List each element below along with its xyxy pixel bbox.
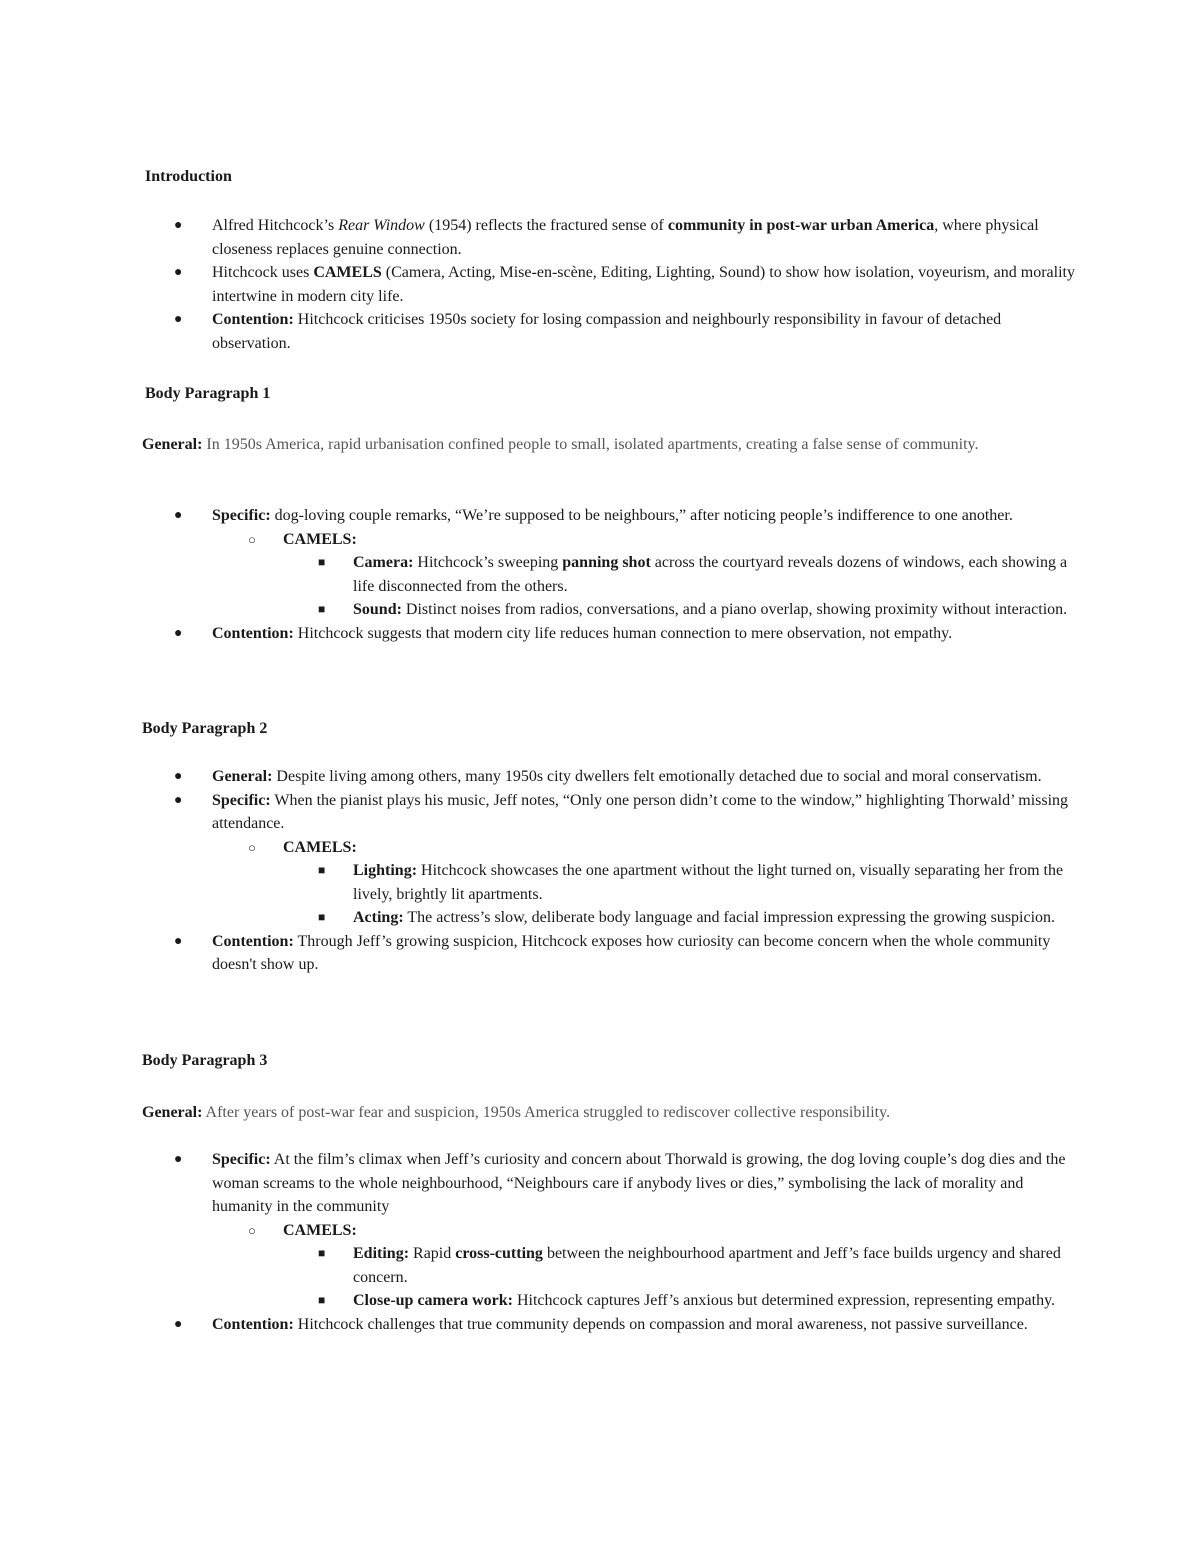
camels-subitem	[212, 1242, 1080, 1289]
text: Distinct noises from radios, conversations, and a piano overlap, showing proximity without interaction.	[401, 601, 1068, 618]
camels-subitem	[212, 906, 1080, 930]
text: Hitchcock challenges that true community depends on compassion and moral awareness, not passive surveillance.	[293, 1315, 1028, 1333]
bullet-icon: ●	[174, 1316, 183, 1332]
label: Editing:	[353, 1245, 410, 1262]
square-bullet-icon: ■	[318, 602, 326, 616]
label: Contention:	[212, 311, 294, 328]
text: (1954) reflects the fractured sense of	[424, 217, 668, 234]
film-title: Rear Window	[338, 217, 425, 234]
camels-label: CAMELS:	[283, 530, 357, 548]
text: In 1950s America, rapid urbanisation confined people to small, isolated apartments, creating a false sense of community.	[202, 436, 979, 453]
emphasis: community in post-war urban America	[667, 217, 935, 234]
label: Camera:	[353, 554, 414, 571]
text: between the neighbourhood apartment and Jeff’s face builds urgency and shared concern.	[353, 1245, 1061, 1286]
text: dog-loving couple remarks, “We’re supposed to be neighbours,” after noticing people’s indifference to one another.	[270, 507, 1013, 524]
bullet-icon: ●	[174, 265, 183, 280]
list-item	[0, 504, 1080, 622]
hollow-bullet-icon: ○	[248, 1222, 256, 1238]
list-item	[0, 308, 1080, 355]
label: Sound:	[353, 601, 402, 618]
bullet-icon: ●	[174, 1152, 183, 1167]
body2-general	[212, 768, 1042, 785]
label: General:	[212, 768, 273, 785]
label: Specific:	[212, 1151, 271, 1168]
text: Hitchcock’s sweeping	[413, 554, 563, 571]
text: Hitchcock showcases the one apartment without the light turned on, visually separating her from the lively, brightly lit apartments.	[353, 862, 1064, 903]
square-bullet-icon: ■	[318, 863, 326, 877]
list-item	[0, 622, 1080, 646]
square-bullet-icon: ■	[318, 1293, 326, 1307]
label: Acting:	[353, 909, 404, 926]
square-bullet-icon: ■	[318, 910, 326, 924]
text: Alfred Hitchcock’s	[212, 217, 339, 234]
square-bullet-icon: ■	[318, 555, 326, 569]
list-item	[0, 1313, 1080, 1337]
bullet-icon: ●	[174, 625, 183, 641]
label: Contention:	[212, 624, 294, 642]
text: Hitchcock uses	[212, 264, 314, 281]
label: General:	[142, 436, 203, 453]
bullet-icon: ●	[174, 769, 183, 784]
text: , where physical closeness replaces genuine connection.	[212, 217, 1039, 258]
camels-subitem	[212, 551, 1080, 598]
intro-contention	[212, 311, 1001, 352]
list-item	[0, 261, 1080, 308]
text: The actress’s slow, deliberate body language and facial impression expressing the growing suspicion.	[403, 909, 1056, 926]
emphasis: panning shot	[562, 554, 651, 571]
bullet-icon: ●	[174, 312, 183, 327]
camels-item	[212, 528, 1080, 622]
hollow-bullet-icon: ○	[248, 531, 256, 547]
text: (Camera, Acting, Mise-en-scène, Editing, Lighting, Sound) to show how isolation, voyeurism, and morality intertwine in modern city life.	[212, 264, 1075, 305]
camels-subitem	[212, 598, 1080, 622]
text: Rapid	[409, 1245, 456, 1262]
list-item	[0, 765, 1080, 789]
body3-general	[142, 1101, 1042, 1125]
hollow-bullet-icon: ○	[248, 839, 256, 855]
text: At the film’s climax when Jeff’s curiosity and concern about Thorwald is growing, the dog loving couple’s dog dies and the woman screams to the whole neighbourhood, “Neighbours care if anybody lives or dies,” symbolising the lack of morality and humanity in the community	[212, 1151, 1066, 1215]
label: Contention:	[212, 1315, 294, 1333]
body2-heading: Body Paragraph 2	[142, 720, 268, 737]
emphasis: cross-cutting	[455, 1245, 543, 1262]
label: Close-up camera work:	[353, 1292, 513, 1309]
body2-list	[0, 765, 1080, 977]
intro-bullet-2	[212, 264, 1075, 305]
intro-bullet-1	[212, 217, 1039, 258]
label: Contention:	[212, 932, 294, 950]
body2-specific	[212, 792, 1068, 833]
list-item	[0, 214, 1080, 261]
list-item	[0, 789, 1080, 930]
body3-specific	[212, 1151, 1065, 1215]
bullet-icon: ●	[174, 218, 183, 233]
bullet-icon: ●	[174, 933, 183, 949]
bullet-icon: ●	[174, 508, 183, 523]
camels-label: CAMELS:	[283, 838, 357, 856]
text: When the pianist plays his music, Jeff notes, “Only one person didn’t come to the window,” highlighting Thorwald’ missing attendance.	[212, 791, 1069, 832]
camels-subitem	[212, 859, 1080, 906]
text: Hitchcock criticises 1950s society for losing compassion and neighbourly responsibility in favour of detached observation.	[212, 311, 1002, 352]
label: Lighting:	[353, 862, 418, 879]
body1-contention	[212, 625, 952, 642]
body1-general	[142, 433, 1042, 457]
square-bullet-icon: ■	[318, 1246, 326, 1260]
label: Specific:	[212, 791, 271, 809]
body3-heading: Body Paragraph 3	[142, 1052, 268, 1069]
list-item	[0, 1148, 1080, 1313]
text: across the courtyard reveals dozens of windows, each showing a life disconnected from the others.	[353, 554, 1068, 595]
body1-heading: Body Paragraph 1	[145, 385, 271, 402]
emphasis: CAMELS	[313, 264, 382, 281]
intro-heading: Introduction	[145, 168, 232, 185]
label: General:	[142, 1104, 203, 1121]
camels-item	[212, 1219, 1080, 1313]
body1-list	[0, 504, 1080, 645]
camels-label: CAMELS:	[283, 1221, 357, 1239]
camels-subitem	[212, 1289, 1080, 1313]
text: Through Jeff’s growing suspicion, Hitchcock exposes how curiosity can become concern when the whole community doesn't show up.	[212, 932, 1051, 973]
text: Hitchcock suggests that modern city life reduces human connection to mere observation, not empathy.	[293, 624, 953, 642]
body2-contention	[212, 933, 1050, 974]
body3-list	[0, 1148, 1080, 1336]
text: Hitchcock captures Jeff’s anxious but determined expression, representing empathy.	[512, 1292, 1056, 1309]
intro-list	[0, 214, 1080, 355]
text: Despite living among others, many 1950s city dwellers felt emotionally detached due to social and moral conservatism.	[272, 768, 1042, 785]
bullet-icon: ●	[174, 792, 183, 808]
text: After years of post-war fear and suspicion, 1950s America struggled to rediscover collective responsibility.	[202, 1104, 891, 1121]
label: Specific:	[212, 507, 271, 524]
list-item	[0, 930, 1080, 977]
body3-contention	[212, 1316, 1028, 1333]
body1-specific	[212, 507, 1013, 524]
camels-item	[212, 836, 1080, 930]
